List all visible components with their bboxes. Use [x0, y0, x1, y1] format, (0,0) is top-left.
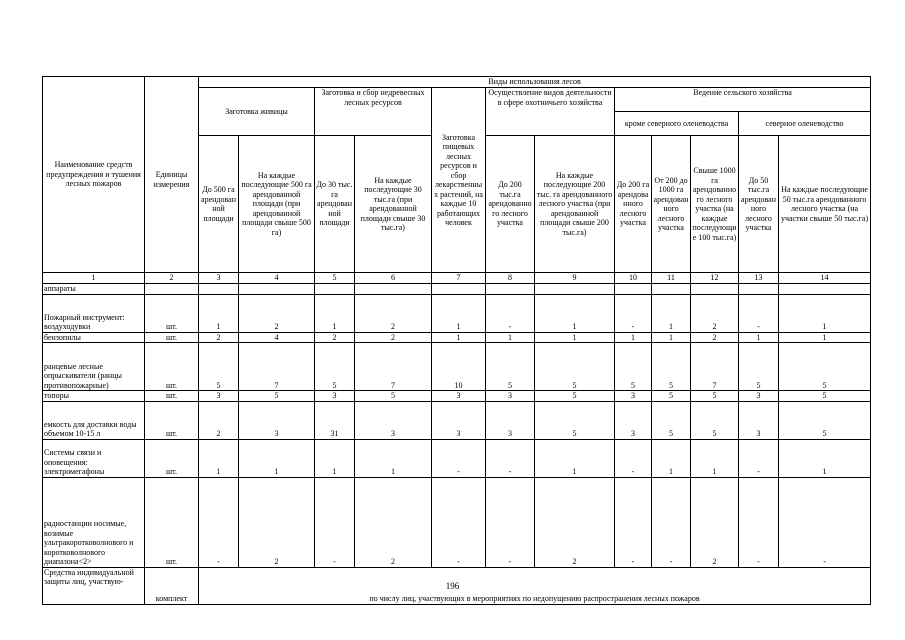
- colnum: 5: [315, 273, 355, 284]
- colnum: 9: [535, 273, 615, 284]
- header-agriculture: Ведение сельского хозяйства: [615, 88, 871, 112]
- row-value: 5: [779, 401, 871, 439]
- header-c12: Свыше 1000 га арендованного лесного участка (на каждые последующие 100 тыс.га): [691, 136, 739, 273]
- header-food: Заготовка пищевых лесных ресурсов и сбор лекарственных растений, на каждые 10 работающих человек: [432, 88, 486, 273]
- row-unit: шт.: [145, 401, 199, 439]
- row-unit: шт.: [145, 391, 199, 402]
- row-value: -: [739, 439, 779, 477]
- row-name: Средства индивидуальной защиты лиц, участвую-: [43, 567, 145, 604]
- row-value: 2: [239, 477, 315, 567]
- row-value: [779, 283, 871, 294]
- row-value: -: [615, 439, 652, 477]
- row-value: -: [315, 477, 355, 567]
- row-value: 3: [486, 391, 535, 402]
- row-value: 1: [315, 439, 355, 477]
- row-value: 2: [355, 477, 432, 567]
- row-value: [652, 283, 691, 294]
- row-value: [199, 283, 239, 294]
- row-value: 1: [535, 294, 615, 332]
- row-value: 1: [199, 439, 239, 477]
- row-name: Пожарный инструмент: воздуходувки: [43, 294, 145, 332]
- colnum: 14: [779, 273, 871, 284]
- row-value: -: [615, 294, 652, 332]
- row-value: 2: [355, 332, 432, 343]
- row-note: по числу лиц, участвующих в мероприятиях по недопущению распространения лесных пожаров: [199, 567, 871, 604]
- row-value: 7: [239, 343, 315, 391]
- row-value: 3: [355, 401, 432, 439]
- header-c6: На каждые последующие 30 тыс.га (при арендованной площади свыше 30 тыс.га): [355, 136, 432, 273]
- header-c13: До 50 тыс.га арендованного лесного участка: [739, 136, 779, 273]
- row-value: 2: [355, 294, 432, 332]
- row-value: 1: [779, 294, 871, 332]
- header-agri-non-north: кроме северного оленеводства: [615, 112, 739, 136]
- row-value: 2: [691, 477, 739, 567]
- table-row: [43, 401, 871, 439]
- row-value: 1: [199, 294, 239, 332]
- header-c8: До 200 тыс.га арендованного лесного участка: [486, 136, 535, 273]
- table-row: [43, 343, 871, 391]
- row-unit: шт.: [145, 477, 199, 567]
- row-value: 5: [652, 343, 691, 391]
- row-value: 2: [199, 332, 239, 343]
- row-unit: [145, 283, 199, 294]
- row-value: 1: [432, 332, 486, 343]
- row-value: 2: [691, 332, 739, 343]
- header-agri-north: северное оленеводство: [739, 112, 871, 136]
- row-value: -: [432, 477, 486, 567]
- row-value: 5: [535, 391, 615, 402]
- row-value: -: [486, 477, 535, 567]
- row-name: ранцевые лесные опрыскиватели (ранцы противопожарные): [43, 343, 145, 391]
- row-value: 3: [615, 401, 652, 439]
- colnum: 2: [145, 273, 199, 284]
- row-value: 5: [315, 343, 355, 391]
- row-value: 7: [355, 343, 432, 391]
- colnum: 7: [432, 273, 486, 284]
- row-value: -: [652, 477, 691, 567]
- row-value: -: [486, 294, 535, 332]
- row-unit: комплект: [145, 567, 199, 604]
- row-name: радиостанции носимые, возимые ультракоротковолнового и коротковолнового диапазона<2>: [43, 477, 145, 567]
- row-value: 5: [779, 343, 871, 391]
- row-name: Системы связи и оповещения: электромегафоны: [43, 439, 145, 477]
- page-number: 196: [445, 581, 460, 591]
- row-value: 3: [739, 401, 779, 439]
- row-value: 3: [432, 391, 486, 402]
- row-value: 2: [199, 401, 239, 439]
- row-value: 1: [315, 294, 355, 332]
- row-value: 5: [355, 391, 432, 402]
- row-value: 1: [691, 439, 739, 477]
- row-value: [739, 283, 779, 294]
- row-value: 5: [615, 343, 652, 391]
- row-unit: шт.: [145, 439, 199, 477]
- row-unit: шт.: [145, 294, 199, 332]
- row-value: 10: [432, 343, 486, 391]
- row-value: 3: [239, 401, 315, 439]
- row-value: 3: [199, 391, 239, 402]
- table-row: [43, 477, 871, 567]
- row-value: [691, 283, 739, 294]
- row-value: 31: [315, 401, 355, 439]
- colnum: 13: [739, 273, 779, 284]
- row-value: 4: [239, 332, 315, 343]
- row-name: топоры: [43, 391, 145, 402]
- row-value: [355, 283, 432, 294]
- row-value: 3: [432, 401, 486, 439]
- header-nonwood: Заготовка и сбор недревесных лесных ресурсов: [315, 88, 432, 136]
- row-value: 1: [535, 439, 615, 477]
- row-value: -: [432, 439, 486, 477]
- table-row: [43, 391, 871, 402]
- row-value: [239, 283, 315, 294]
- header-c11: От 200 до 1000 га арендованного лесного участка: [652, 136, 691, 273]
- row-unit: шт.: [145, 343, 199, 391]
- colnum: 10: [615, 273, 652, 284]
- row-value: 1: [432, 294, 486, 332]
- row-value: -: [615, 477, 652, 567]
- header-c14: На каждые последующие 50 тыс.га арендованного лесного участка (на участки свыше 50 тыс.га): [779, 136, 871, 273]
- row-value: 5: [535, 401, 615, 439]
- table-row: [43, 294, 871, 332]
- row-value: 5: [652, 401, 691, 439]
- row-value: 5: [535, 343, 615, 391]
- row-value: 5: [691, 391, 739, 402]
- row-value: 2: [535, 477, 615, 567]
- header-c9: На каждые последующие 200 тыс. га арендованного лесного участка (при арендованной площади свыше 200 тыс.га): [535, 136, 615, 273]
- row-name: аппараты: [43, 283, 145, 294]
- row-value: 2: [691, 294, 739, 332]
- header-c5: До 30 тыс. га арендованной площади: [315, 136, 355, 273]
- table-row: [43, 439, 871, 477]
- row-value: 5: [691, 401, 739, 439]
- colnum: 6: [355, 273, 432, 284]
- row-value: 3: [615, 391, 652, 402]
- row-value: 1: [486, 332, 535, 343]
- row-value: -: [199, 477, 239, 567]
- row-value: 1: [355, 439, 432, 477]
- row-name: бензопилы: [43, 332, 145, 343]
- row-value: 2: [315, 332, 355, 343]
- row-value: 5: [739, 343, 779, 391]
- row-value: 3: [739, 391, 779, 402]
- row-value: -: [486, 439, 535, 477]
- row-value: 1: [615, 332, 652, 343]
- row-value: 1: [652, 332, 691, 343]
- row-unit: шт.: [145, 332, 199, 343]
- row-name: емкость для доставки воды объемом 10-15 л: [43, 401, 145, 439]
- colnum: 1: [43, 273, 145, 284]
- header-c10: До 200 га арендованного лесного участка: [615, 136, 652, 273]
- row-value: [315, 283, 355, 294]
- header-resin: Заготовка живицы: [199, 88, 315, 136]
- colnum: 4: [239, 273, 315, 284]
- row-value: 5: [199, 343, 239, 391]
- row-value: 7: [691, 343, 739, 391]
- row-value: 5: [486, 343, 535, 391]
- row-value: 5: [239, 391, 315, 402]
- colnum: 11: [652, 273, 691, 284]
- row-value: [615, 283, 652, 294]
- row-value: 5: [652, 391, 691, 402]
- header-c3: До 500 га арендованной площади: [199, 136, 239, 273]
- row-value: 1: [239, 439, 315, 477]
- row-value: 1: [739, 332, 779, 343]
- colnum: 12: [691, 273, 739, 284]
- row-value: 1: [779, 439, 871, 477]
- header-group-all: Виды использования лесов: [199, 77, 871, 88]
- row-value: 1: [779, 332, 871, 343]
- header-hunting: Осуществление видов деятельности в сфере охотничьего хозяйства: [486, 88, 615, 136]
- colnum: 3: [199, 273, 239, 284]
- row-value: [432, 283, 486, 294]
- colnum: 8: [486, 273, 535, 284]
- table-body: [43, 283, 871, 567]
- row-value: 2: [239, 294, 315, 332]
- row-value: -: [739, 294, 779, 332]
- row-value: 1: [652, 294, 691, 332]
- header-c4: На каждые последующие 500 га арендованной площади (при арендованной площади свыше 500 га): [239, 136, 315, 273]
- row-value: 3: [315, 391, 355, 402]
- row-value: 1: [535, 332, 615, 343]
- table-row: [43, 283, 871, 294]
- row-value: 3: [486, 401, 535, 439]
- row-value: 1: [652, 439, 691, 477]
- row-value: -: [739, 477, 779, 567]
- row-value: -: [779, 477, 871, 567]
- fire-equipment-table: [42, 76, 871, 605]
- header-name-col: Наименование средств предупреждения и тушения лесных пожаров: [43, 77, 145, 273]
- table-row: [43, 332, 871, 343]
- row-value: 5: [779, 391, 871, 402]
- row-value: [486, 283, 535, 294]
- header-unit-col: Единицы измерения: [145, 88, 199, 273]
- row-value: [535, 283, 615, 294]
